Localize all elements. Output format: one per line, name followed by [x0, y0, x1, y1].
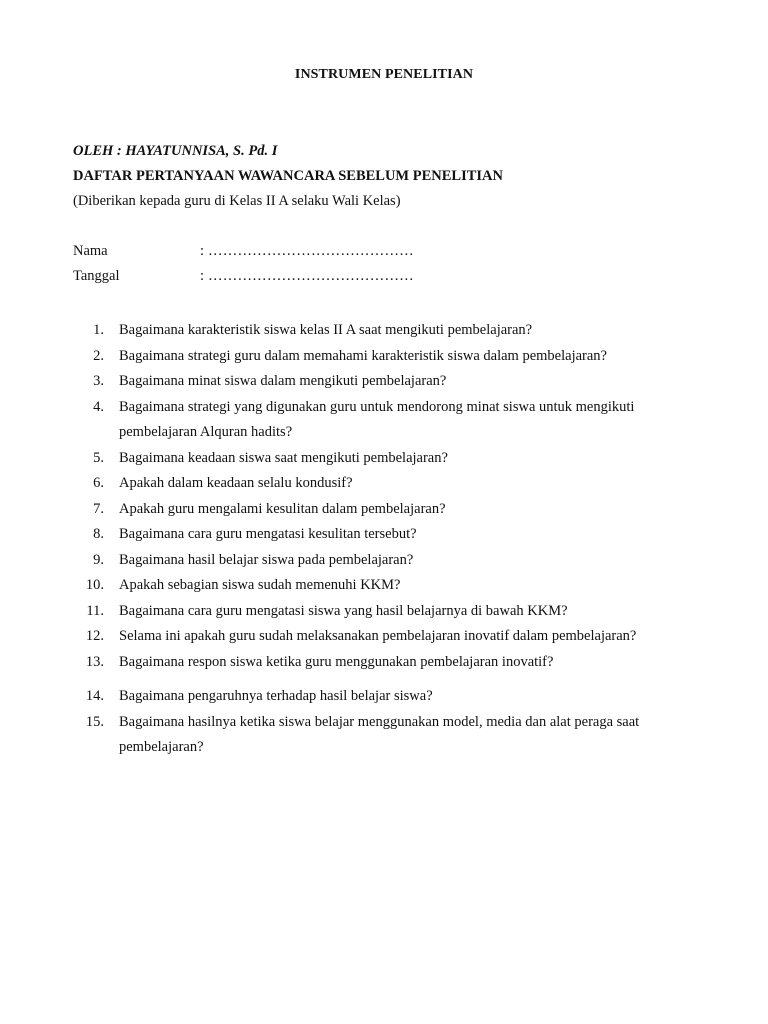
- field-label: Nama: [73, 243, 108, 259]
- question-item: [88, 548, 688, 574]
- question-item: [88, 471, 688, 497]
- question-text: Apakah guru mengalami kesulitan dalam pembelajaran?: [119, 500, 446, 517]
- question-number: 9.: [93, 551, 104, 568]
- question-text: Bagaimana strategi yang digunakan guru untuk mendorong minat siswa untuk mengikuti pembelajaran Alquran hadits?: [119, 398, 635, 440]
- question-text: Bagaimana hasilnya ketika siswa belajar menggunakan model, media dan alat peraga saat pembelajaran?: [119, 713, 640, 755]
- question-item: [85, 710, 688, 761]
- question-number: 12.: [85, 628, 104, 644]
- question-item: [88, 344, 688, 370]
- author-line: OLEH : HAYATUNNISA, S. Pd. I: [73, 143, 278, 159]
- question-number: 1.: [93, 322, 104, 338]
- question-text: Apakah dalam keadaan selalu kondusif?: [119, 475, 353, 491]
- question-number: 14.: [85, 688, 104, 704]
- question-item: [88, 599, 688, 625]
- question-item: [88, 497, 688, 523]
- document-subtitle: DAFTAR PERTANYAAN WAWANCARA SEBELUM PENELITIAN: [73, 168, 503, 184]
- question-text: Bagaimana cara guru mengatasi siswa yang hasil belajarnya di bawah KKM?: [119, 602, 568, 619]
- question-list: [85, 318, 688, 761]
- question-text: Bagaimana minat siswa dalam mengikuti pembelajaran?: [119, 373, 447, 389]
- question-item: [85, 573, 688, 599]
- field-value: : ……………………………………: [200, 268, 414, 284]
- document-title: INSTRUMEN PENELITIAN: [294, 67, 474, 82]
- question-text: Apakah sebagian siswa sudah memenuhi KKM?: [119, 577, 401, 593]
- question-number: 15.: [85, 713, 104, 730]
- question-number: 4.: [93, 398, 104, 415]
- question-text: Bagaimana strategi guru dalam memahami karakteristik siswa dalam pembelajaran?: [119, 347, 607, 364]
- question-text: Bagaimana karakteristik siswa kelas II A saat mengikuti pembelajaran?: [119, 322, 533, 338]
- question-number: 10.: [85, 577, 104, 593]
- question-number: 3.: [93, 373, 104, 389]
- question-text: Bagaimana pengaruhnya terhadap hasil belajar siswa?: [119, 688, 433, 704]
- question-number: 13.: [85, 653, 104, 670]
- question-number: 11.: [86, 602, 104, 619]
- question-number: 5.: [93, 449, 104, 466]
- question-item: [88, 395, 688, 446]
- question-number: 8.: [93, 526, 104, 542]
- question-number: 6.: [93, 475, 104, 491]
- question-text: Bagaimana cara guru mengatasi kesulitan tersebut?: [119, 526, 417, 542]
- question-item: [85, 650, 688, 676]
- question-item: [88, 369, 688, 395]
- question-item: [88, 318, 688, 344]
- question-text: Bagaimana keadaan siswa saat mengikuti pembelajaran?: [119, 449, 448, 466]
- question-number: 2.: [93, 347, 104, 364]
- field-value: : ……………………………………: [200, 243, 414, 259]
- field-label: Tanggal: [73, 268, 120, 284]
- question-text: Bagaimana respon siswa ketika guru menggunakan pembelajaran inovatif?: [119, 653, 554, 670]
- document-note: (Diberikan kepada guru di Kelas II A selaku Wali Kelas): [73, 193, 401, 209]
- question-text: Selama ini apakah guru sudah melaksanakan pembelajaran inovatif dalam pembelajaran?: [119, 628, 637, 644]
- question-item: [88, 522, 688, 548]
- question-item: [85, 684, 688, 710]
- question-item: [88, 446, 688, 472]
- question-item: [85, 624, 688, 650]
- question-number: 7.: [93, 500, 104, 517]
- question-text: Bagaimana hasil belajar siswa pada pembelajaran?: [119, 551, 414, 568]
